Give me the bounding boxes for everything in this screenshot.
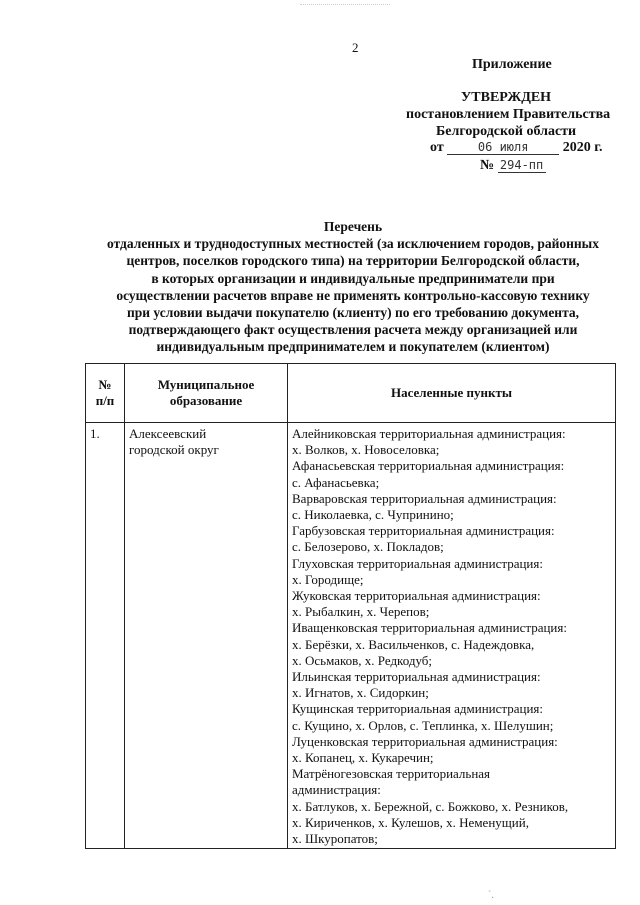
appendix-label: Приложение xyxy=(472,57,552,72)
settlement-line: Иващенковская территориальная администрация: xyxy=(292,620,567,636)
decree-line-2: Белгородской области xyxy=(436,124,577,139)
date-suffix: 2020 г. xyxy=(562,140,603,155)
document-title xyxy=(80,218,626,356)
title-line: отдаленных и труднодоступных местностей (за исключением городов, районных xyxy=(107,236,599,252)
title-line: центров, поселков городского типа) на территории Белгородской области, xyxy=(126,253,580,269)
settlement-line: Кущинская территориальная администрация: xyxy=(292,701,544,717)
header-municipality-line: Муниципальное xyxy=(157,377,255,392)
settlements-table xyxy=(85,363,616,849)
handwritten-number: 294-пп xyxy=(498,159,546,173)
header-settlements: Населенные пункты xyxy=(288,364,616,423)
settlement-line: Ильинская территориальная администрация: xyxy=(292,669,541,685)
settlement-line: х. Волков, х. Новоселовка; xyxy=(292,442,440,458)
settlement-line: х. Рыбалкин, х. Черепов; xyxy=(292,604,430,620)
settlement-line: х. Кириченков, х. Кулешов, х. Неменущий, xyxy=(292,814,529,830)
title-line: в которых организации и индивидуальные предприниматели при xyxy=(151,270,555,286)
settlement-line: х. Батлуков, х. Бережной, с. Божково, х. Резников, xyxy=(292,798,569,814)
header-number xyxy=(86,364,125,423)
handwritten-date: 06 июля xyxy=(447,141,559,155)
row-settlements xyxy=(288,423,616,849)
settlement-line: с. Белозерово, х. Покладов; xyxy=(292,539,444,555)
decree-date-line xyxy=(430,140,602,156)
scan-artifact: `. xyxy=(488,890,494,901)
settlement-line: х. Шкуропатов; xyxy=(292,831,378,847)
settlement-line: Матрёногезовская территориальная xyxy=(292,766,491,782)
header-municipality xyxy=(125,364,288,423)
settlement-line: х. Осьмаков, х. Редкодуб; xyxy=(292,652,433,668)
header-number-line: п/п xyxy=(95,393,115,408)
title-line: подтверждающего факт осуществления расчета между организацией или xyxy=(128,322,578,338)
settlement-line: Глуховская территориальная администрация: xyxy=(292,555,543,571)
header-number-line: № xyxy=(98,377,112,392)
number-prefix: № xyxy=(480,158,495,173)
title-line: Перечень xyxy=(323,219,383,234)
municipality-line: городской округ xyxy=(129,442,219,458)
settlement-line: Афанасьевская территориальная администрация: xyxy=(292,458,565,474)
header-municipality-line: образование xyxy=(169,393,243,408)
settlement-line: Жуковская территориальная администрация: xyxy=(292,588,541,604)
row-municipality xyxy=(125,423,288,849)
settlement-line: с. Кущино, х. Орлов, с. Теплинка, х. Шелушин; xyxy=(292,717,554,733)
settlement-line: с. Николаевка, с. Чупринино; xyxy=(292,507,454,523)
scan-artifact xyxy=(300,4,390,5)
decree-number-line xyxy=(480,158,546,174)
municipality-line: Алексеевский xyxy=(129,426,207,441)
settlement-line: Луценковская территориальная администрация: xyxy=(292,733,558,749)
settlement-line: х. Берёзки, х. Васильченков, с. Надеждовка, xyxy=(292,636,535,652)
settlement-line: х. Городище; xyxy=(292,571,364,587)
table-header-row xyxy=(86,364,616,423)
settlement-line: Гарбузовская территориальная администрация: xyxy=(292,523,555,539)
approved-label: УТВЕРЖДЕН xyxy=(461,90,552,105)
row-number: 1. xyxy=(86,423,125,849)
date-prefix: от xyxy=(430,140,444,155)
settlement-line: с. Афанасьевка; xyxy=(292,474,380,490)
table-row xyxy=(86,423,616,849)
settlement-line: Алейниковская территориальная администрация: xyxy=(292,426,566,441)
settlement-line: х. Игнатов, х. Сидоркин; xyxy=(292,685,429,701)
decree-line-1: постановлением Правительства xyxy=(406,107,611,122)
title-line: при условии выдачи покупателю (клиенту) по его требованию документа, xyxy=(126,305,580,321)
page-number: 2 xyxy=(352,40,359,55)
title-line: осуществлении расчетов вправе не применять контрольно-кассовую технику xyxy=(116,287,590,303)
title-line: индивидуальным предпринимателем и покупателем (клиентом) xyxy=(156,339,550,355)
settlement-line: администрация: xyxy=(292,782,381,798)
settlement-line: Варваровская территориальная администрация: xyxy=(292,490,557,506)
settlement-line: х. Копанец, х. Кукаречин; xyxy=(292,750,434,766)
